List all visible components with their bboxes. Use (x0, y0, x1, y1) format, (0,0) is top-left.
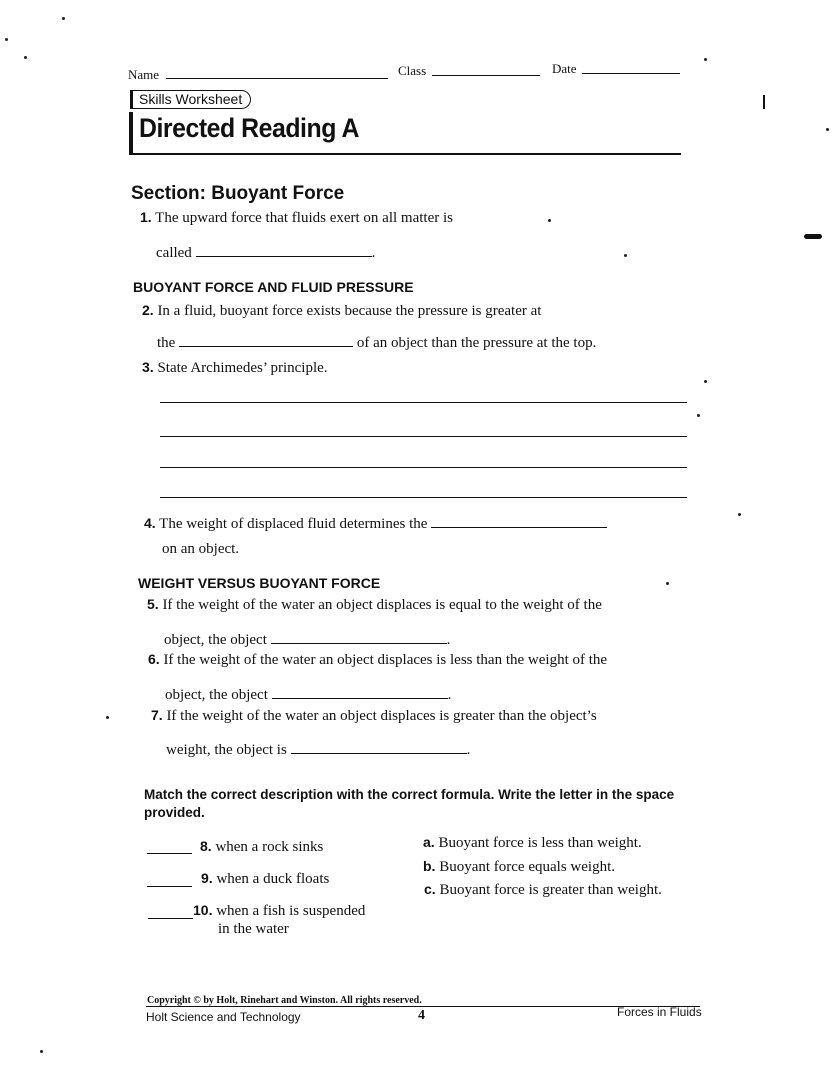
period: . (447, 687, 452, 703)
scan-speck (40, 1050, 43, 1053)
scan-speck (704, 380, 707, 383)
answer-blank-5[interactable] (271, 631, 447, 644)
class-field[interactable] (432, 75, 540, 76)
answer-line-3c[interactable] (160, 467, 687, 468)
period: . (446, 632, 451, 648)
match-blank-10[interactable] (148, 918, 193, 919)
page-title: Directed Reading A (139, 113, 359, 143)
question-5-continued (164, 631, 450, 649)
match-item-10-continued: in the water (218, 921, 289, 937)
question-3 (142, 359, 328, 377)
option-letter: b. (423, 858, 436, 874)
match-text: when a duck floats (216, 871, 330, 887)
scan-mark (804, 234, 822, 239)
scan-speck (826, 128, 829, 131)
subheading-weight-vs-buoyant: WEIGHT VERSUS BUOYANT FORCE (138, 575, 381, 591)
match-option-a (423, 834, 642, 852)
question-text: State Archimedes’ principle. (157, 360, 328, 376)
question-number: 6. (148, 651, 160, 667)
scan-speck (624, 254, 627, 257)
match-blank-8[interactable] (147, 853, 192, 854)
option-letter: a. (423, 834, 435, 850)
date-label: Date (552, 61, 577, 76)
question-number: 3. (142, 359, 154, 375)
title-rule (129, 153, 681, 155)
question-number: 4. (144, 515, 156, 531)
answer-blank-1[interactable] (196, 244, 372, 257)
match-item-8 (200, 838, 323, 856)
question-2-continued (157, 334, 596, 352)
scan-speck (548, 219, 551, 222)
answer-line-3a[interactable] (160, 402, 687, 403)
question-number: 2. (142, 302, 154, 318)
question-text: called (156, 245, 192, 261)
section-title: Section: Buoyant Force (131, 183, 345, 204)
question-text: The weight of displaced fluid determines the (159, 516, 428, 532)
question-number: 9. (201, 870, 213, 886)
scan-speck (666, 582, 669, 585)
question-number: 1. (140, 209, 152, 225)
scan-speck (697, 414, 700, 417)
option-text: Buoyant force equals weight. (439, 859, 615, 875)
question-text: object, the object (165, 687, 268, 703)
question-text: If the weight of the water an object displaces is greater than the object’s (166, 708, 597, 724)
answer-line-3d[interactable] (160, 497, 687, 498)
scan-speck (106, 716, 109, 719)
question-text: object, the object (164, 632, 267, 648)
match-option-b (423, 858, 615, 876)
question-text: weight, the object is (166, 742, 287, 758)
footer-copyright: Copyright © by Holt, Rinehart and Winston. All rights reserved. (147, 995, 422, 1006)
question-number: 8. (200, 838, 212, 854)
answer-blank-6[interactable] (272, 686, 448, 699)
scan-speck (62, 17, 65, 20)
class-label: Class (398, 63, 427, 78)
match-item-10 (193, 902, 365, 920)
footer-publisher: Holt Science and Technology (146, 1010, 301, 1024)
question-6-continued (165, 686, 451, 704)
footer-chapter: Forces in Fluids (617, 1005, 702, 1019)
subheading-fluid-pressure: BUOYANT FORCE AND FLUID PRESSURE (133, 279, 414, 295)
question-7-continued (166, 741, 470, 759)
question-5 (147, 596, 602, 614)
question-4 (144, 515, 607, 533)
option-letter: c. (424, 881, 436, 897)
question-text: the (157, 335, 176, 351)
question-4-continued: on an object. (162, 541, 240, 557)
scan-speck (5, 38, 8, 41)
name-field[interactable] (166, 78, 388, 79)
question-text: If the weight of the water an object displaces is equal to the weight of the (162, 597, 602, 613)
question-2 (142, 302, 541, 320)
match-option-c (424, 881, 662, 899)
option-text: Buoyant force is less than weight. (438, 835, 642, 851)
question-text: If the weight of the water an object displaces is less than the weight of the (163, 652, 608, 668)
scan-mark (763, 95, 765, 109)
footer-page-number: 4 (418, 1008, 425, 1023)
question-text: of an object than the pressure at the top. (356, 335, 597, 351)
period: . (371, 245, 376, 261)
question-text: In a fluid, buoyant force exists because the pressure is greater at (157, 303, 542, 319)
title-bar-accent (129, 112, 133, 154)
scan-speck (704, 58, 707, 61)
scan-speck (738, 513, 741, 516)
answer-blank-2[interactable] (179, 334, 353, 347)
match-blank-9[interactable] (147, 886, 192, 887)
scan-speck (24, 56, 27, 59)
answer-blank-7[interactable] (291, 741, 467, 754)
match-text: when a rock sinks (215, 839, 324, 855)
answer-line-3b[interactable] (160, 436, 687, 437)
match-item-9 (201, 870, 329, 888)
question-1-continued (156, 244, 375, 262)
question-1 (140, 209, 453, 227)
question-text: The upward force that fluids exert on all matter is (155, 210, 453, 226)
answer-blank-4[interactable] (431, 515, 607, 528)
question-number: 7. (151, 707, 163, 723)
date-field[interactable] (582, 73, 680, 74)
match-text: when a fish is suspended (216, 903, 366, 919)
option-text: Buoyant force is greater than weight. (439, 882, 662, 898)
question-6 (148, 651, 607, 669)
period: . (466, 742, 471, 758)
skills-worksheet-tab: Skills Worksheet (130, 90, 251, 109)
question-7 (151, 707, 597, 725)
matching-instructions: Match the correct description with the correct formula. Write the letter in the space provided. (144, 787, 675, 820)
question-number: 10. (193, 902, 213, 918)
question-number: 5. (147, 596, 159, 612)
name-label: Name (128, 67, 160, 82)
